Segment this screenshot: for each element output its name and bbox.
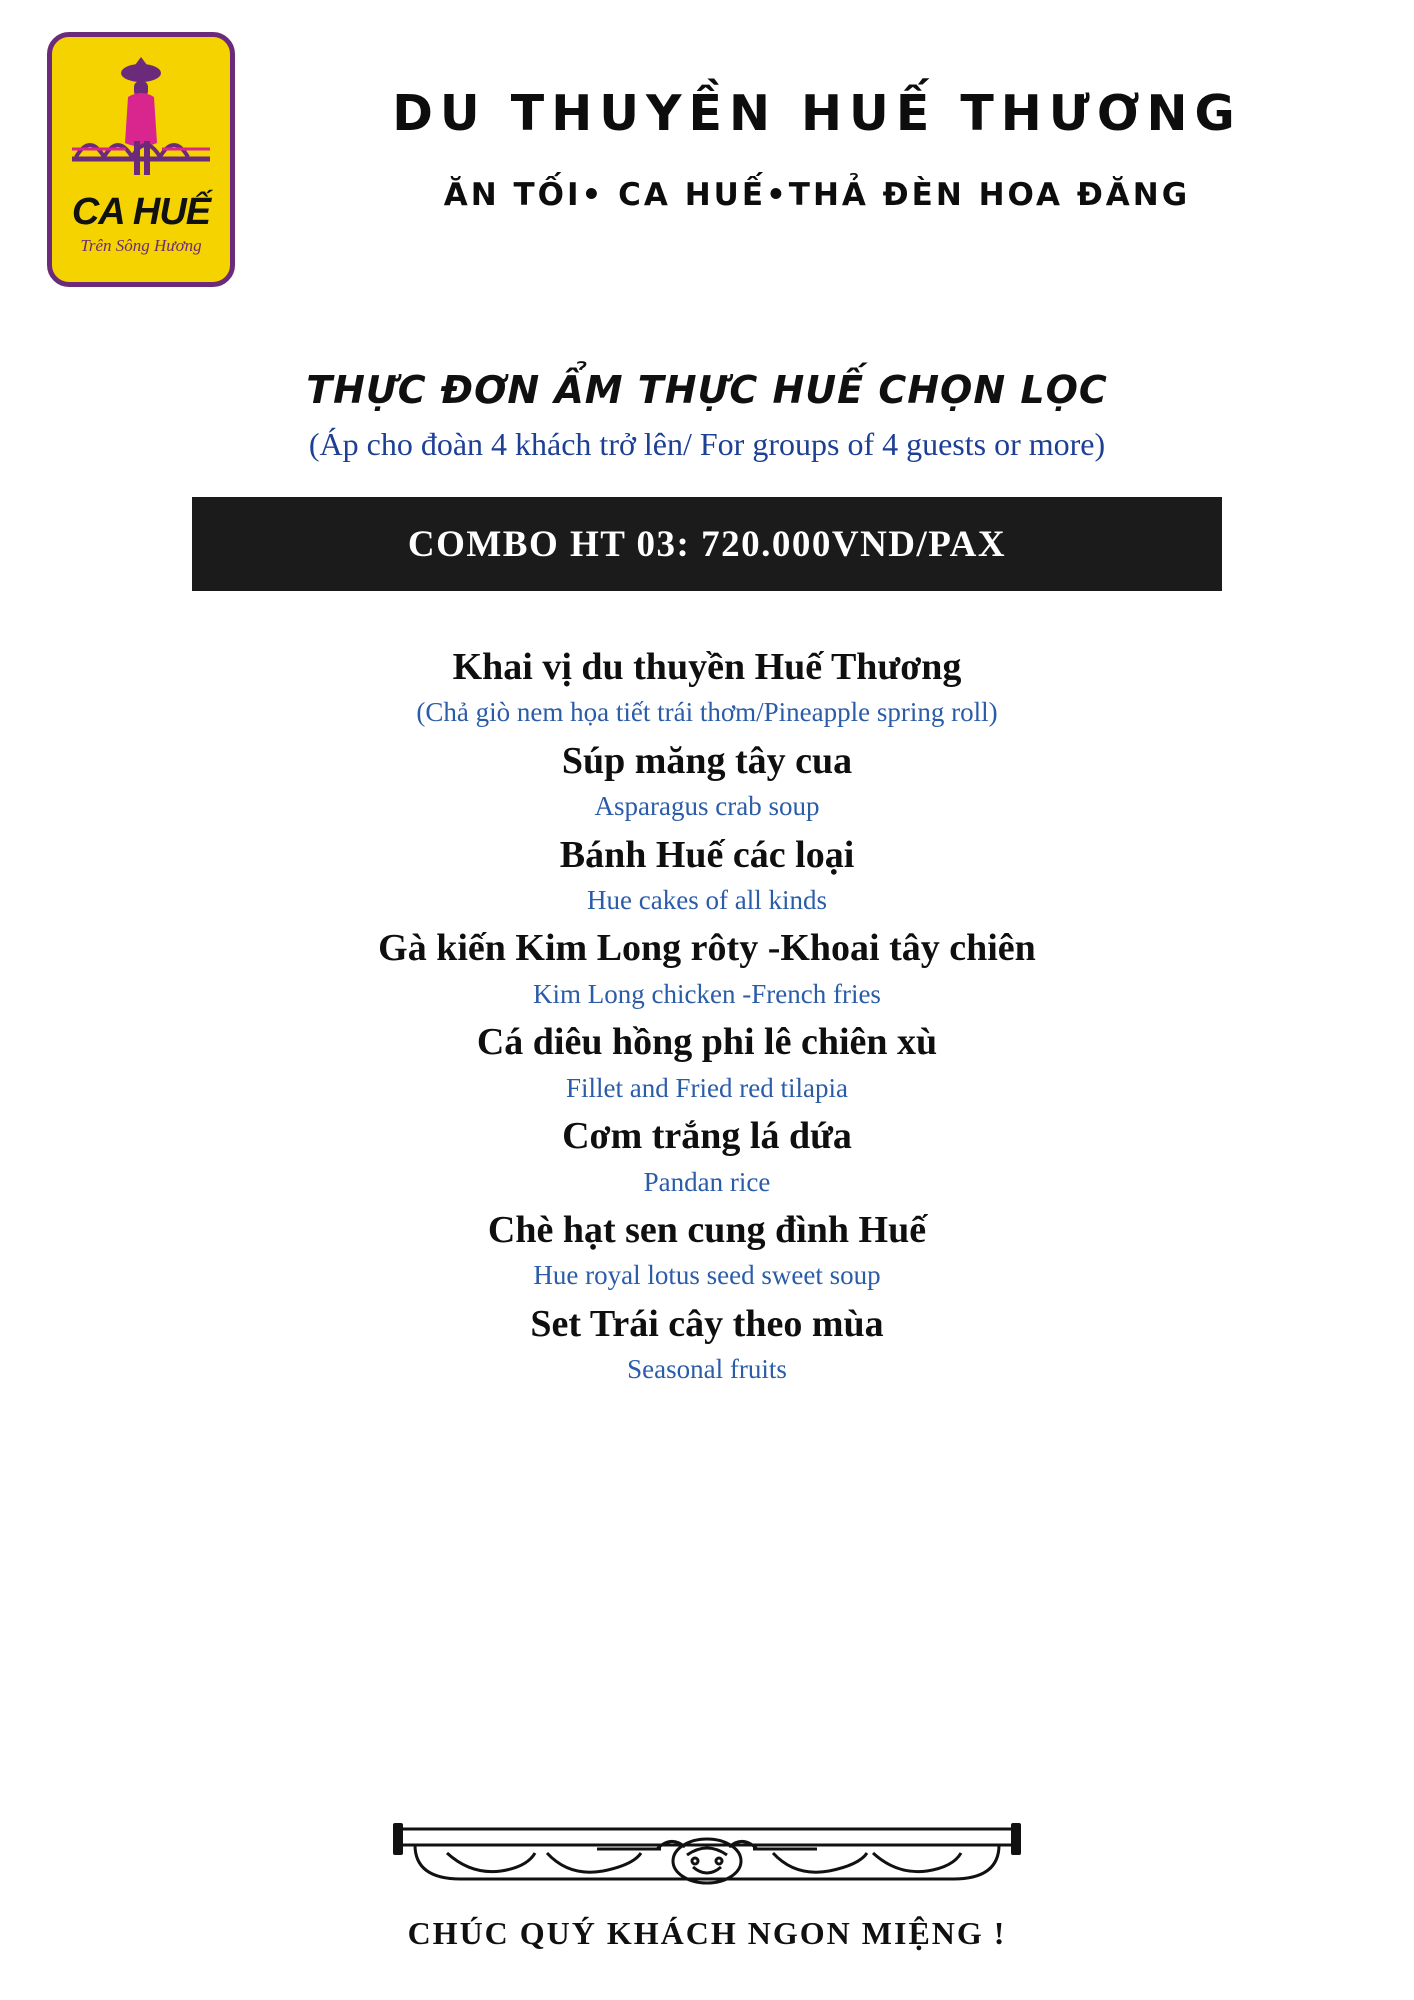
- dish-list: [0, 643, 1414, 1388]
- dish-name-en: Hue royal lotus seed sweet soup: [533, 1260, 881, 1291]
- menu-header: [0, 0, 1414, 326]
- dish-name-en: (Chả giò nem họa tiết trái thơm/Pineapple spring roll): [416, 697, 998, 728]
- menu-heading: THỰC ĐƠN ẨM THỰC HUẾ CHỌN LỌC: [306, 368, 1108, 412]
- dish-name-en: Asparagus crab soup: [594, 791, 820, 822]
- dish-name-vi: Gà kiến Kim Long rôty -Khoai tây chiên: [378, 927, 1036, 970]
- dish-name-en: Seasonal fruits: [627, 1354, 787, 1385]
- list-item: [0, 1300, 1414, 1388]
- intro-block: [0, 368, 1414, 463]
- dish-name-en: Hue cakes of all kinds: [587, 885, 827, 916]
- page-title: DU THUYỀN HUẾ THƯƠNG: [392, 85, 1242, 142]
- combo-label: COMBO HT 03: 720.000VND/PAX: [407, 523, 1007, 565]
- dish-name-vi: Khai vị du thuyền Huế Thương: [452, 646, 962, 688]
- dish-name-vi: Chè hạt sen cung đình Huế: [487, 1208, 927, 1251]
- list-item: [0, 1018, 1414, 1106]
- dish-name-vi: Cá diêu hồng phi lê chiên xù: [476, 1021, 938, 1064]
- list-item: [0, 924, 1414, 1012]
- dish-name-en: Kim Long chicken -French fries: [533, 978, 881, 1009]
- page-subtitle: ĂN TỐI• CA HUẾ•THẢ ĐÈN HOA ĐĂNG: [443, 177, 1191, 214]
- dish-name-en: Pandan rice: [643, 1166, 771, 1197]
- list-item: [0, 737, 1414, 825]
- dish-name-vi: Bánh Huế các loại: [559, 833, 855, 876]
- ca-hue-logo: [47, 32, 235, 287]
- menu-note: (Áp cho đoàn 4 khách trở lên/ For groups of 4 guests or more): [308, 426, 1106, 462]
- decorative-divider-ornament: [387, 1819, 1027, 1897]
- hue-bridge-and-lady-icon: [66, 53, 216, 193]
- list-item: [0, 831, 1414, 919]
- footer-message: CHÚC QUÝ KHÁCH NGON MIỆNG !: [407, 1915, 1007, 1951]
- list-item: [0, 1112, 1414, 1200]
- dish-name-en: Fillet and Fried red tilapia: [566, 1072, 848, 1103]
- dish-name-vi: Cơm trắng lá dứa: [562, 1115, 852, 1158]
- dish-name-vi: Súp măng tây cua: [561, 739, 853, 782]
- list-item: [0, 1206, 1414, 1294]
- combo-banner: [192, 497, 1222, 591]
- logo-subtext: Trên Sông Hương: [80, 236, 202, 255]
- list-item: [0, 643, 1414, 731]
- logo-text: CA HUẾ: [71, 191, 211, 233]
- dish-name-vi: Set Trái cây theo mùa: [530, 1302, 884, 1345]
- menu-footer: [0, 1819, 1414, 1952]
